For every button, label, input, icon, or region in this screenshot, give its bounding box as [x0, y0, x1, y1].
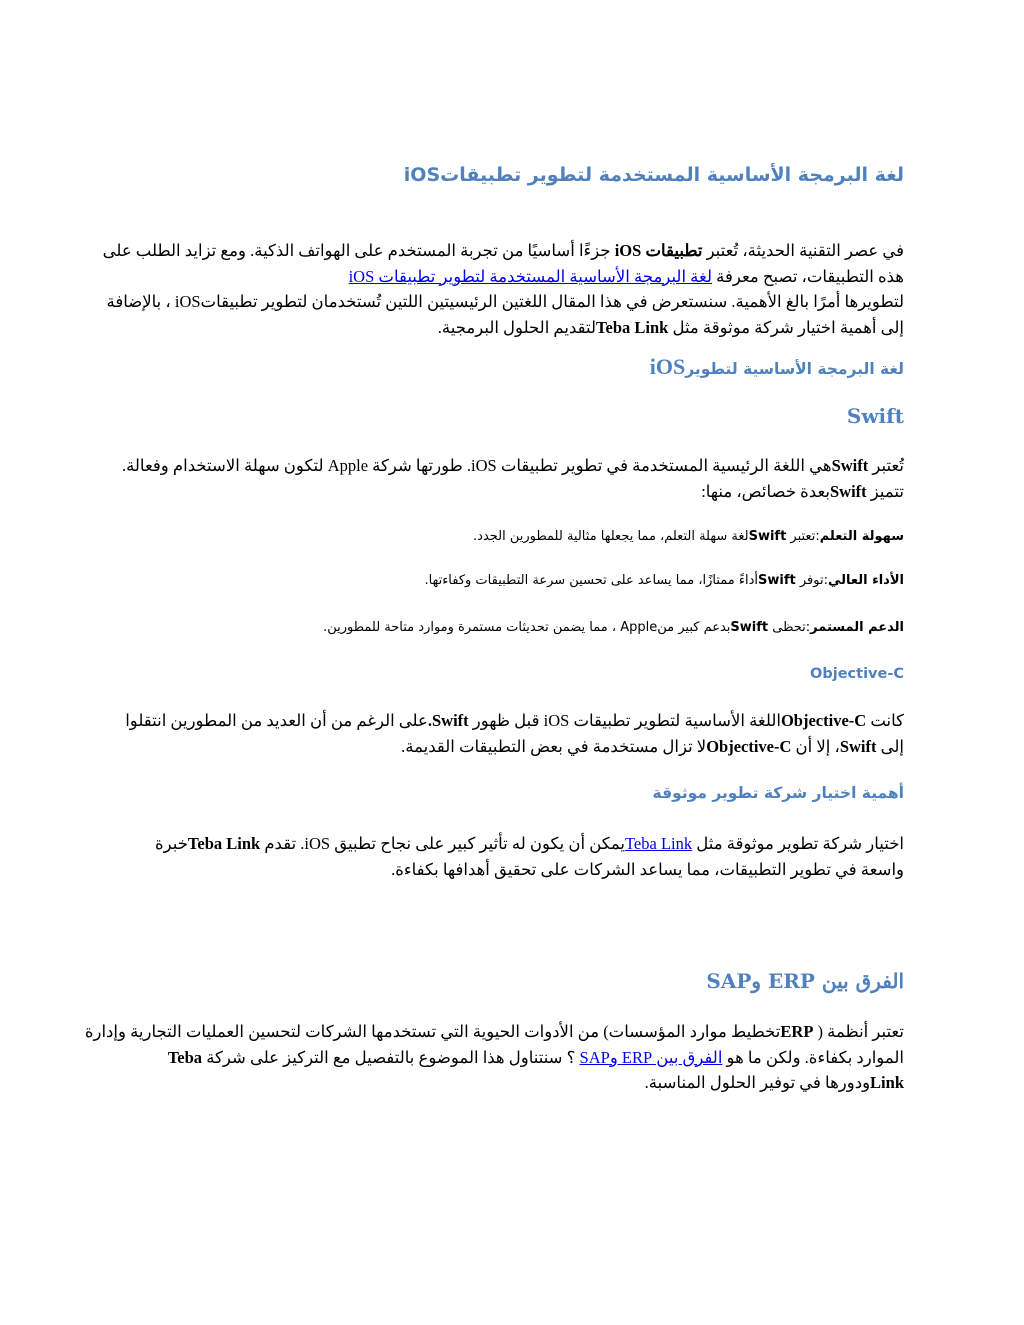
swift-feature-item	[120, 527, 904, 547]
objc-text: على الرغم من أن العديد من المطورين انتقلوا	[125, 711, 428, 730]
objc-text: إلى	[876, 736, 904, 756]
objc-line-1	[120, 708, 904, 734]
feature-label: الدعم المستمر	[810, 620, 904, 635]
feature-text: :توفر	[795, 573, 828, 588]
intro-line-2	[120, 264, 904, 290]
title-latin: iOS	[403, 164, 441, 186]
intro-bold-teba-link: Teba Link	[596, 317, 669, 337]
objc-bold: Swift	[839, 736, 877, 756]
importance-text: يمكن أن يكون له تأثير كبير على نجاح تطبيق iOS. تقدم	[260, 834, 625, 853]
objc-text: ، إلا أن	[791, 736, 840, 756]
feature-text: :تحظى	[768, 620, 811, 635]
intro-link-main-language[interactable]: لغة البرمجة الأساسية المستخدمة لتطوير تطبيقات iOS	[348, 266, 712, 286]
swift-feature-item	[120, 571, 904, 591]
importance-link-teba-link[interactable]: Teba Link	[625, 834, 693, 853]
intro-line-4	[120, 315, 904, 341]
feature-text: :تعتبر	[786, 529, 820, 544]
intro-text: هذه التطبيقات، تصبح معرفة	[712, 266, 904, 286]
objc-bold: Objective-C	[706, 736, 792, 756]
importance-line-2: واسعة في تطوير التطبيقات، مما يساعد الشركات على تحقيق أهدافها بكفاءة.	[391, 859, 904, 879]
heading-importance: أهمية اختيار شركة تطوير موثوقة	[652, 784, 904, 802]
heading-erp-vs-sap: الفرق بين ERP وSAP	[706, 969, 904, 993]
erp-link-erp-vs-sap[interactable]: الفرق بين ERP وSAP	[579, 1047, 723, 1067]
heading-swift: Swift	[846, 404, 904, 428]
erp-text: تعتبر أنظمة (	[813, 1022, 904, 1041]
erp-bold: ERP	[780, 1022, 814, 1041]
swift-text: بعدة خصائص، منها:	[701, 481, 830, 501]
section-heading-text: لغة البرمجة الأساسية لتطوير	[685, 360, 904, 378]
intro-text: في عصر التقنية الحديثة، تُعتبر	[702, 241, 904, 260]
swift-paragraph	[120, 453, 904, 504]
importance-text: خبرة	[154, 834, 188, 853]
section-heading-latin: iOS	[649, 354, 686, 379]
erp-text: الموارد بكفاءة. ولكن ما هو	[722, 1047, 904, 1067]
swift-bold: Swift	[830, 481, 867, 501]
intro-bold-ios-apps: تطبيقات iOS	[614, 241, 703, 260]
swift-feature-item	[120, 618, 904, 638]
erp-text: ودورها في توفير الحلول المناسبة.	[644, 1073, 871, 1092]
intro-paragraph	[102, 238, 904, 340]
objc-bold: Swift.	[427, 711, 469, 730]
intro-line-3: لتطويرها أمرًا بالغ الأهمية. سنستعرض في هذا المقال اللغتين الرئيسيتين اللتين تُستخدمان لتطوير تطبيقاتiOS ، بالإضافة	[106, 292, 904, 311]
importance-text: اختيار شركة تطوير موثوقة مثل	[692, 834, 904, 853]
objc-text: اللغة الأساسية لتطوير تطبيقات iOS قبل ظهور	[468, 711, 781, 730]
objc-line-2	[120, 734, 904, 760]
feature-bold-swift: Swift	[748, 529, 787, 544]
intro-text: إلى أهمية اختيار شركة موثوقة مثل	[668, 317, 904, 337]
erp-bold-link: Link	[870, 1073, 904, 1092]
importance-paragraph	[120, 831, 904, 882]
feature-text: لغة سهلة التعلم، مما يجعلها مثالية للمطورين الجدد.	[473, 529, 749, 544]
importance-bold-teba-link: Teba Link	[187, 834, 261, 853]
feature-text: بدعم كبير منApple ، مما يضمن تحديثات مستمرة وموارد متاحة للمطورين.	[323, 620, 731, 635]
swift-line-2	[120, 479, 904, 505]
intro-line-1	[102, 238, 904, 264]
title-text: لغة البرمجة الأساسية المستخدمة لتطوير تطبيقات	[440, 164, 904, 186]
intro-text: جزءًا أساسيًا من تجربة المستخدم على الهواتف الذكية. ومع تزايد الطلب على	[102, 241, 615, 260]
feature-label: الأداء العالي	[827, 573, 904, 588]
swift-bold: Swift	[831, 456, 869, 475]
erp-line-2	[120, 1045, 904, 1071]
objc-text: لا تزال مستخدمة في بعض التطبيقات القديمة.	[401, 736, 707, 756]
section-heading-main-language	[120, 356, 904, 380]
feature-bold-swift: Swift	[758, 573, 796, 588]
erp-paragraph	[84, 1019, 904, 1096]
objc-text: كانت	[866, 711, 904, 730]
intro-text: لتقديم الحلول البرمجية.	[437, 317, 597, 337]
swift-text: تُعتبر	[868, 456, 904, 475]
objc-paragraph	[120, 708, 904, 759]
importance-line-1	[120, 831, 904, 857]
swift-line-1	[120, 453, 904, 479]
erp-bold-teba: Teba	[167, 1047, 203, 1067]
objc-bold: Objective-C	[780, 711, 867, 730]
erp-text: تخطيط موارد المؤسسات) من الأدوات الحيوية التي تستخدمها الشركات لتحسين العمليات التجارية وإدارة	[84, 1022, 781, 1041]
erp-line-3	[120, 1070, 904, 1096]
feature-label: سهولة التعلم	[819, 529, 904, 544]
erp-line-1	[84, 1019, 904, 1045]
heading-objective-c: Objective-C	[810, 666, 904, 682]
document-title	[120, 163, 904, 187]
swift-text: هي اللغة الرئيسية المستخدمة في تطوير تطبيقات iOS. طورتها شركة Apple لتكون سهلة الاستخدام وفعالة.	[121, 456, 832, 475]
erp-text: ؟ سنتناول هذا الموضوع بالتفصيل مع التركيز على شركة	[202, 1047, 580, 1067]
feature-bold-swift: Swift	[730, 620, 769, 635]
feature-text: أداءً ممتازًا، مما يساعد على تحسين سرعة التطبيقات وكفاءتها.	[424, 573, 759, 588]
swift-text: تتميز	[866, 481, 904, 501]
